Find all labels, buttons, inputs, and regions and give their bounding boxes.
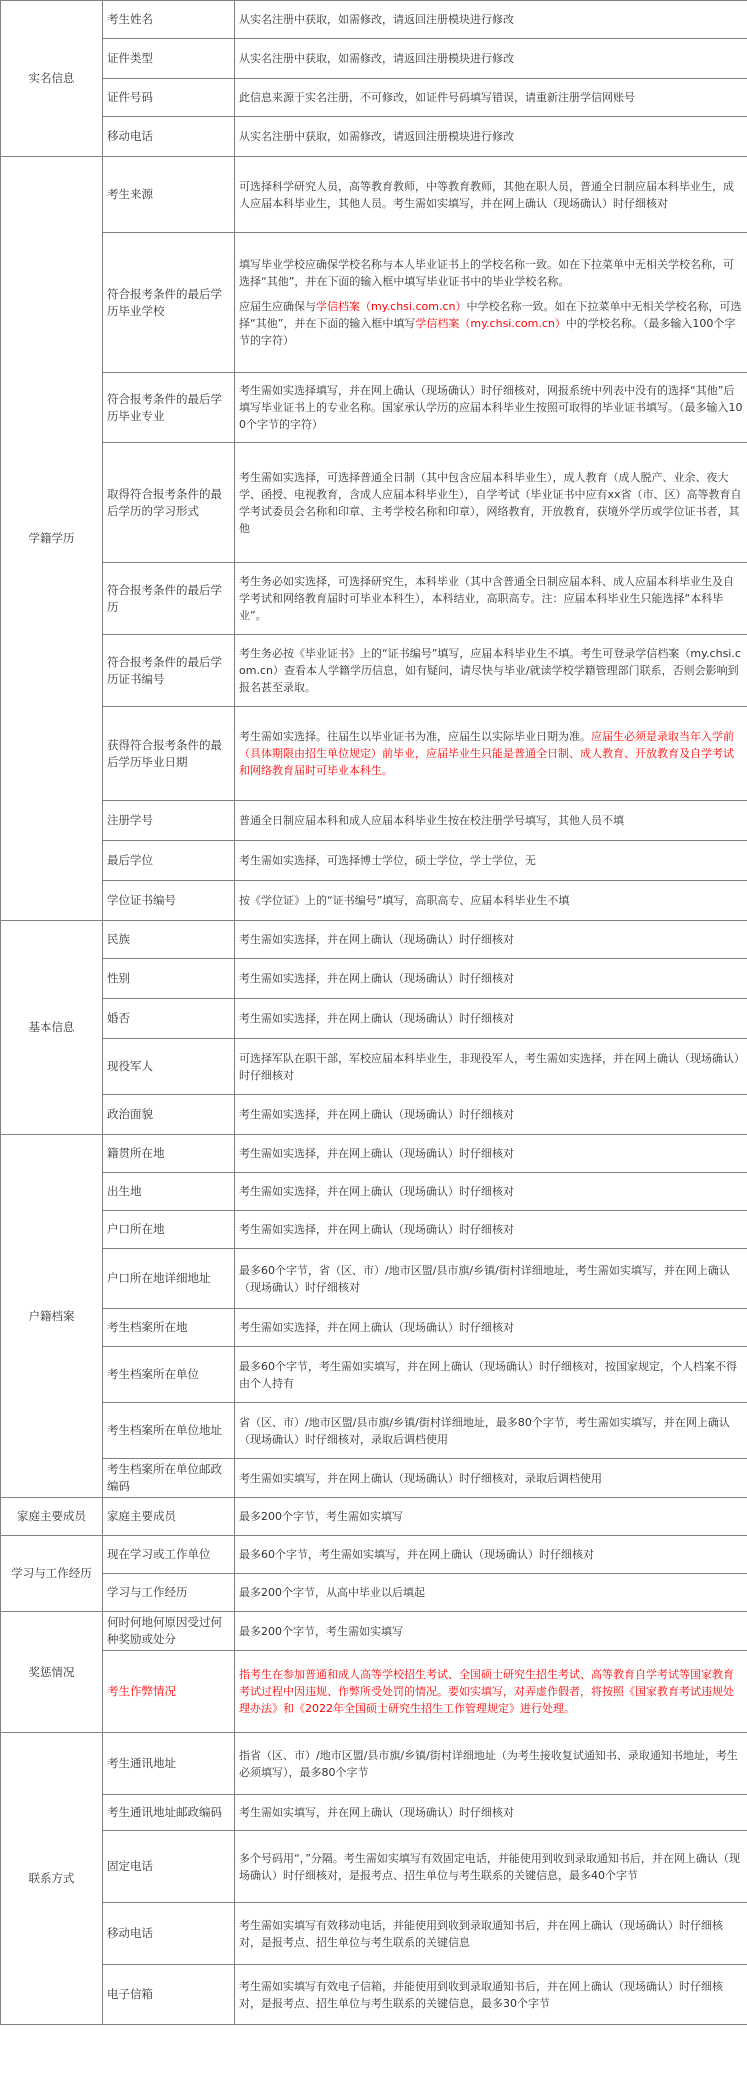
field-name: 民族 (103, 921, 235, 959)
field-description (235, 881, 747, 921)
field-description (235, 1574, 747, 1612)
table-row (1, 707, 747, 801)
table-row (1, 959, 747, 999)
field-name: 出生地 (103, 1173, 235, 1211)
table-row (1, 1651, 747, 1733)
table-row (1, 373, 747, 443)
field-description (235, 959, 747, 999)
table-row (1, 841, 747, 881)
description-text: 考生需如实选择，可选择博士学位，硕士学位，学士学位，无 (239, 854, 536, 867)
field-name: 籍贯所在地 (103, 1135, 235, 1173)
description-text: 最多200个字节，考生需如实填写 (239, 1624, 403, 1638)
description-text: 考生需如实填写，并在网上确认（现场确认）时仔细核对，录取后调档使用 (239, 1471, 602, 1485)
field-description (235, 79, 747, 117)
field-name: 考生档案所在地 (103, 1309, 235, 1347)
field-description (235, 1459, 747, 1498)
section-label: 基本信息 (1, 921, 103, 1135)
table-row (1, 1347, 747, 1403)
description-text: 指省（区、市）/地市区盟/县市旗/乡镇/街村详细地址（为考生接收复试通知书、录取通知书地址，考生必须填写），最多80个字节 (239, 1748, 738, 1779)
description-text: 此信息来源于实名注册，不可修改，如证件号码填写错误，请重新注册学信网账号 (239, 91, 635, 104)
table-row (1, 157, 747, 233)
field-description (235, 635, 747, 707)
table-row (1, 1965, 747, 2025)
description-text: 考生需如实选择，并在网上确认（现场确认）时仔细核对 (239, 972, 514, 985)
table-row (1, 117, 747, 157)
description-text: 考生需如实填写，并在网上确认（现场确认）时仔细核对 (239, 1806, 514, 1819)
field-name: 考生档案所在单位地址 (103, 1403, 235, 1459)
section-label: 学籍学历 (1, 157, 103, 921)
field-name: 户口所在地 (103, 1211, 235, 1249)
table-row (1, 1733, 747, 1795)
field-description (235, 1403, 747, 1459)
highlighted-text: 指考生在参加普通和成人高等学校招生考试、全国硕士研究生招生考试、高等教育自学考试等国家教育考试过程中因违规、作弊所受处罚的情况。要如实填写，对弄虚作假者，将按照《国家教育考试违规处理办法》和《2022年全国硕士研究生招生工作管理规定》进行处理。 (239, 1668, 734, 1715)
field-name: 考生作弊情况 (103, 1651, 235, 1733)
table-row (1, 635, 747, 707)
description-text: 从实名注册中获取，如需修改，请返回注册模块进行修改 (239, 130, 514, 143)
description-text: 考生需如实选择，并在网上确认（现场确认）时仔细核对 (239, 1185, 514, 1198)
description-text: 填写毕业学校应确保学校名称与本人毕业证书上的学校名称一致。如在下拉菜单中无相关学校名称，可选择“其他”，并在下面的输入框中填写毕业证书中的毕业学校名称。 (239, 258, 734, 288)
table-row (1, 233, 747, 373)
field-description (235, 39, 747, 79)
table-row (1, 1095, 747, 1135)
description-text: 考生需如实选择，并在网上确认（现场确认）时仔细核对 (239, 1012, 514, 1025)
field-description (235, 1309, 747, 1347)
field-description (235, 1795, 747, 1831)
field-description (235, 1733, 747, 1795)
field-description (235, 1347, 747, 1403)
description-text: 中的学校名称。（最多输入100个字节的字符） (239, 317, 736, 347)
description-text: 考生需如实选择，可选择普通全日制（其中包含应届本科毕业生），成人教育（成人脱产、业余、夜大学、函授、电视教育，含成人应届本科毕业生），自学考试（毕业证书中应有xx省（市、区）高等教育自学考试委员会名称和印章、主考学校名称和印章），网络教育，开放教育，获境外学历或学位证书者，其他 (239, 470, 742, 535)
field-name: 证件号码 (103, 79, 235, 117)
field-description (235, 1965, 747, 2025)
table-row (1, 1211, 747, 1249)
field-description (235, 443, 747, 563)
description-text: 考生务必按《毕业证书》上的“证书编号”填写，应届本科毕业生不填。考生可登录学信档案（my.chsi.com.cn）查看本人学籍学历信息，如有疑问，请尽快与毕业/就读学校学籍管理部门联系，否则会影响到报名甚至录取。 (239, 647, 741, 694)
description-text: 考生需如实选择，并在网上确认（现场确认）时仔细核对 (239, 1321, 514, 1334)
field-name: 获得符合报考条件的最后学历毕业日期 (103, 707, 235, 801)
section-label: 家庭主要成员 (1, 1498, 103, 1536)
description-text: 考生需如实填写有效电子信箱，并能使用到收到录取通知书后，并在网上确认（现场确认）时仔细核对，是报考点、招生单位与考生联系的关键信息，最多30个字节 (239, 1979, 723, 2010)
field-name: 注册学号 (103, 801, 235, 841)
field-description (235, 157, 747, 233)
table-row (1, 1309, 747, 1347)
table-row (1, 443, 747, 563)
description-text: 最多200个字节，考生需如实填写 (239, 1510, 403, 1523)
table-row (1, 39, 747, 79)
field-name: 现在学习或工作单位 (103, 1536, 235, 1574)
field-description (235, 563, 747, 635)
field-description (235, 1498, 747, 1536)
description-text: 考生需如实填写有效移动电话，并能使用到收到录取通知书后，并在网上确认（现场确认）时仔细核对，是报考点、招生单位与考生联系的关键信息 (239, 1918, 723, 1949)
description-text: 中学校名称一致。如在下拉菜单中无相关学校名称，可选择“其他”，并在下面的输入框中填写 (239, 300, 742, 330)
table-row (1, 79, 747, 117)
field-name: 婚否 (103, 999, 235, 1039)
field-name: 符合报考条件的最后学历毕业学校 (103, 233, 235, 373)
field-name: 符合报考条件的最后学历 (103, 563, 235, 635)
description-text: 可选择科学研究人员，高等教育教师，中等教育教师，其他在职人员，普通全日制应届本科毕业生，成人应届本科毕业生，其他人员。考生需如实填写，并在网上确认（现场确认）时仔细核对 (239, 179, 734, 210)
table-row (1, 1459, 747, 1498)
field-description (235, 1135, 747, 1173)
table-row (1, 1536, 747, 1574)
field-description (235, 1831, 747, 1903)
description-text: 按《学位证》上的“证书编号”填写，高职高专、应届本科毕业生不填 (239, 894, 570, 907)
field-description (235, 999, 747, 1039)
description-text: 最多200个字节，从高中毕业以后填起 (239, 1586, 425, 1599)
field-description (235, 1173, 747, 1211)
description-text: 考生需如实选择，并在网上确认（现场确认）时仔细核对 (239, 933, 514, 946)
table-row (1, 1249, 747, 1309)
table-row (1, 1498, 747, 1536)
field-description (235, 1, 747, 39)
table-row (1, 1903, 747, 1965)
description-text: 考生务必如实选择，可选择研究生，本科毕业（其中含普通全日制应届本科、成人应届本科毕业生及自学考试和网络教育届时可毕业本科生），本科结业，高职高专。注：应届本科毕业生只能选择“本科毕业”。 (239, 575, 734, 622)
field-description (235, 707, 747, 801)
section-label: 户籍档案 (1, 1135, 103, 1498)
field-name: 考生档案所在单位邮政编码 (103, 1459, 235, 1498)
description-text: 应届生应确保与 (239, 300, 316, 313)
field-description (235, 1249, 747, 1309)
field-name: 取得符合报考条件的最后学历的学习形式 (103, 443, 235, 563)
table-row (1, 921, 747, 959)
description-text: 从实名注册中获取，如需修改，请返回注册模块进行修改 (239, 13, 514, 26)
field-name: 考生通讯地址 (103, 1733, 235, 1795)
table-row (1, 563, 747, 635)
field-name: 何时何地何原因受过何种奖励或处分 (103, 1612, 235, 1651)
field-description (235, 801, 747, 841)
field-description (235, 1536, 747, 1574)
highlighted-text: 学信档案（my.chsi.com.cn） (415, 317, 566, 330)
table-row (1, 1135, 747, 1173)
field-description (235, 1612, 747, 1651)
field-name: 符合报考条件的最后学历证书编号 (103, 635, 235, 707)
field-description (235, 1039, 747, 1095)
table-row (1, 1612, 747, 1651)
description-text: 最多60个字节，考生需如实填写，并在网上确认（现场确认）时仔细核对，按国家规定，个人档案不得由个人持有 (239, 1359, 737, 1390)
highlighted-text: 应届生必须是录取当年入学前（具体期限由招生单位规定）前毕业，应届毕业生只能是普通全日制、成人教育、开放教育及自学考试和网络教育届时可毕业本科生。 (239, 730, 734, 777)
description-text: 考生需如实选择，并在网上确认（现场确认）时仔细核对 (239, 1223, 514, 1236)
description-text: 最多60个字节，省（区、市）/地市区盟/县市旗/乡镇/街村详细地址，考生需如实填写，并在网上确认（现场确认）时仔细核对 (239, 1263, 730, 1294)
field-name: 考生通讯地址邮政编码 (103, 1795, 235, 1831)
field-description (235, 1095, 747, 1135)
description-text: 考生需如实选择。往届生以毕业证书为准，应届生以实际毕业日期为准。 (239, 730, 591, 743)
field-name: 政治面貌 (103, 1095, 235, 1135)
field-name: 学习与工作经历 (103, 1574, 235, 1612)
description-text: 考生需如实选择，并在网上确认（现场确认）时仔细核对 (239, 1147, 514, 1160)
table-row (1, 1574, 747, 1612)
table-row (1, 1831, 747, 1903)
section-label: 联系方式 (1, 1733, 103, 2025)
field-name: 家庭主要成员 (103, 1498, 235, 1536)
field-name: 现役军人 (103, 1039, 235, 1095)
table-row (1, 881, 747, 921)
field-name: 学位证书编号 (103, 881, 235, 921)
description-text: 最多60个字节，考生需如实填写，并在网上确认（现场确认）时仔细核对 (239, 1548, 594, 1561)
field-name: 移动电话 (103, 117, 235, 157)
field-name: 考生来源 (103, 157, 235, 233)
field-description (235, 117, 747, 157)
description-text: 普通全日制应届本科和成人应届本科毕业生按在校注册学号填写，其他人员不填 (239, 814, 624, 827)
field-description (235, 841, 747, 881)
field-description (235, 1651, 747, 1733)
field-name: 最后学位 (103, 841, 235, 881)
field-description (235, 921, 747, 959)
table-row (1, 1173, 747, 1211)
description-text: 可选择军队在职干部，军校应届本科毕业生，非现役军人，考生需如实选择，并在网上确认（现场确认）时仔细核对 (239, 1051, 740, 1082)
field-name: 考生姓名 (103, 1, 235, 39)
section-label: 实名信息 (1, 1, 103, 157)
table-row (1, 1403, 747, 1459)
field-description (235, 373, 747, 443)
field-name: 移动电话 (103, 1903, 235, 1965)
description-text: 考生需如实选择，并在网上确认（现场确认）时仔细核对 (239, 1108, 514, 1121)
table-row (1, 1, 747, 39)
section-label: 奖惩情况 (1, 1612, 103, 1733)
description-text: 省（区、市）/地市区盟/县市旗/乡镇/街村详细地址，最多80个字节，考生需如实填写，并在网上确认（现场确认）时仔细核对，录取后调档使用 (239, 1415, 730, 1446)
field-name: 证件类型 (103, 39, 235, 79)
field-name: 电子信箱 (103, 1965, 235, 2025)
table-row (1, 801, 747, 841)
description-text: 多个号码用“，”分隔。考生需如实填写有效固定电话，并能使用到收到录取通知书后，并在网上确认（现场确认）时仔细核对，是报考点、招生单位与考生联系的关键信息，最多40个字节 (239, 1851, 740, 1882)
field-name: 性别 (103, 959, 235, 999)
table-body (1, 1, 747, 2025)
field-name: 固定电话 (103, 1831, 235, 1903)
field-description (235, 1211, 747, 1249)
paragraph-break (239, 290, 743, 298)
field-description (235, 1903, 747, 1965)
description-text: 考生需如实选择填写，并在网上确认（现场确认）时仔细核对，网报系统中列表中没有的选择“其他”后填写毕业证书上的专业名称。国家承认学历的应届本科毕业生按照可取得的毕业证书填写。（最多输入100个字节的字符） (239, 384, 743, 431)
highlighted-text: 学信档案（my.chsi.com.cn） (316, 300, 467, 313)
table-row (1, 1039, 747, 1095)
field-name: 户口所在地详细地址 (103, 1249, 235, 1309)
table-row (1, 999, 747, 1039)
section-label: 学习与工作经历 (1, 1536, 103, 1612)
table-row (1, 1795, 747, 1831)
field-description (235, 233, 747, 373)
description-text: 从实名注册中获取，如需修改，请返回注册模块进行修改 (239, 52, 514, 65)
field-name: 考生档案所在单位 (103, 1347, 235, 1403)
field-name: 符合报考条件的最后学历毕业专业 (103, 373, 235, 443)
